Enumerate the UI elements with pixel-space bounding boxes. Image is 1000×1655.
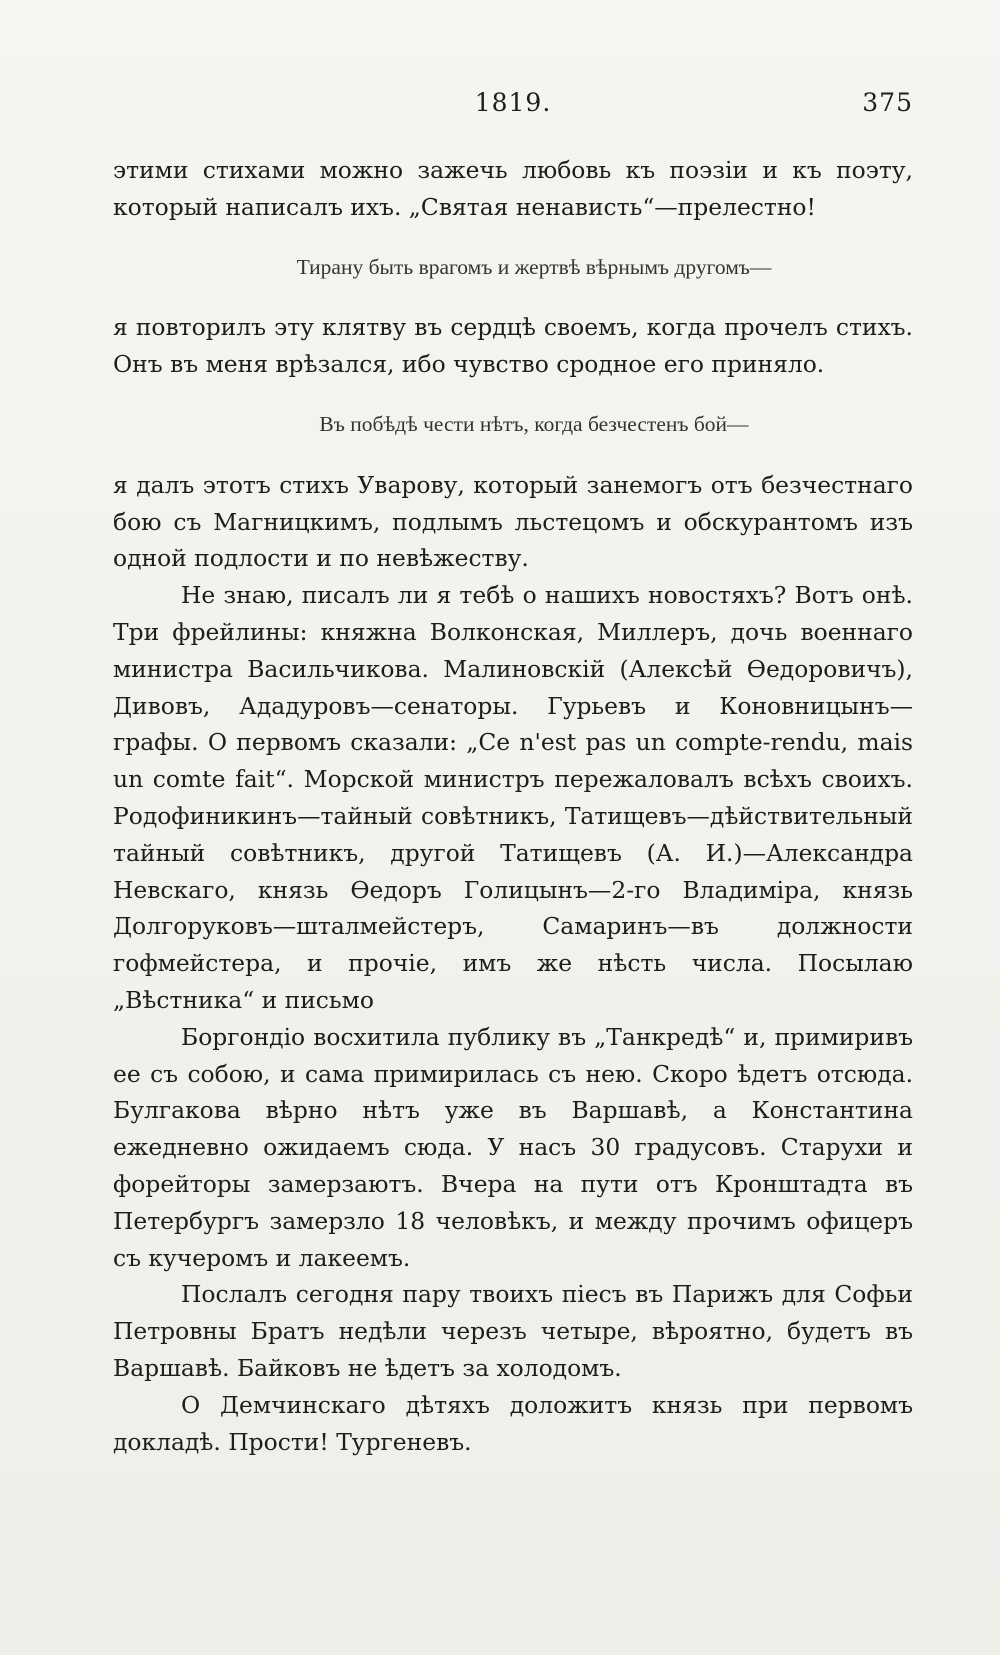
paragraph: Послалъ сегодня пару твоихъ піесъ въ Парижъ для Софьи Петровны Братъ недѣли черезъ четыре, вѣроятно, будетъ въ Варшавѣ. Байковъ не ѣдетъ за холодомъ. xyxy=(113,1280,913,1382)
paragraph-closing: О Демчинскаго дѣтяхъ доложитъ князь при первомъ докладѣ. Прости! Тургеневъ. xyxy=(113,1390,913,1456)
paragraph-continued: этими стихами можно зажечь любовь къ поэзіи и къ поэту, который написалъ ихъ. „Святая ненависть“—прелестно! xyxy=(113,156,913,221)
page-number: 375 xyxy=(862,88,913,117)
running-head-year: 1819. xyxy=(474,88,552,117)
body-text xyxy=(113,152,913,1460)
verse-quote: Тирану быть врагомъ и жертвѣ вѣрнымъ другомъ— xyxy=(296,254,772,279)
paragraph: Боргондіо восхитила публику въ „Танкредѣ“ и, примиривъ ее съ собою, и сама примирилась съ нею. Скоро ѣдетъ отсюда. Булгакова вѣрно нѣтъ уже въ Варшавѣ, а Константина ежедневно ожидаемъ сюда. У насъ 30 градусовъ. Старухи и форейторы замерзаютъ. Вчера на пути отъ Кронштадта въ Петербургъ замерзло 18 человѣкъ, и между прочимъ офицеръ съ кучеромъ и лакеемъ. xyxy=(113,1022,913,1272)
page-header xyxy=(113,88,913,128)
paragraph: Не знаю, писалъ ли я тебѣ о нашихъ новостяхъ? Вотъ онѣ. Три фрейлины: княжна Волконская, Миллеръ, дочь военнаго министра Васильчикова. Малиновскій (Алексѣй Өедоровичъ), Дивовъ, Ададуровъ—сенаторы. Гурьевъ и Коновницынъ—графы. О первомъ сказали: „Ce n'est pas un compte-rendu, mais un comte fait“. Морской министръ пережаловалъ всѣхъ своихъ. Родофиникинъ—тайный совѣтникъ, Татищевъ—дѣйствительный тайный совѣтникъ, другой Татищевъ (А. И.)—Александра Невскаго, князь Өедоръ Голицынъ—2-го Владиміра, князь Долгоруковъ—шталмейстеръ, Самаринъ—въ должности гофмейстера, и прочіе, имъ же нѣсть числа. Посылаю „Вѣстника“ и письмо xyxy=(113,581,913,1014)
paragraph: я далъ этотъ стихъ Уварову, который занемогъ отъ безчестнаго бою съ Магницкимъ, подлымъ льстецомъ и обскурантомъ изъ одной подлости и по невѣжеству. xyxy=(113,470,913,573)
verse-quote: Въ побѣдѣ чести нѣтъ, когда безчестенъ бой— xyxy=(319,411,749,436)
paragraph: я повторилъ эту клятву въ сердцѣ своемъ, когда прочелъ стихъ. Онъ въ меня врѣзался, ибо чувство сродное его приняло. xyxy=(113,313,913,379)
